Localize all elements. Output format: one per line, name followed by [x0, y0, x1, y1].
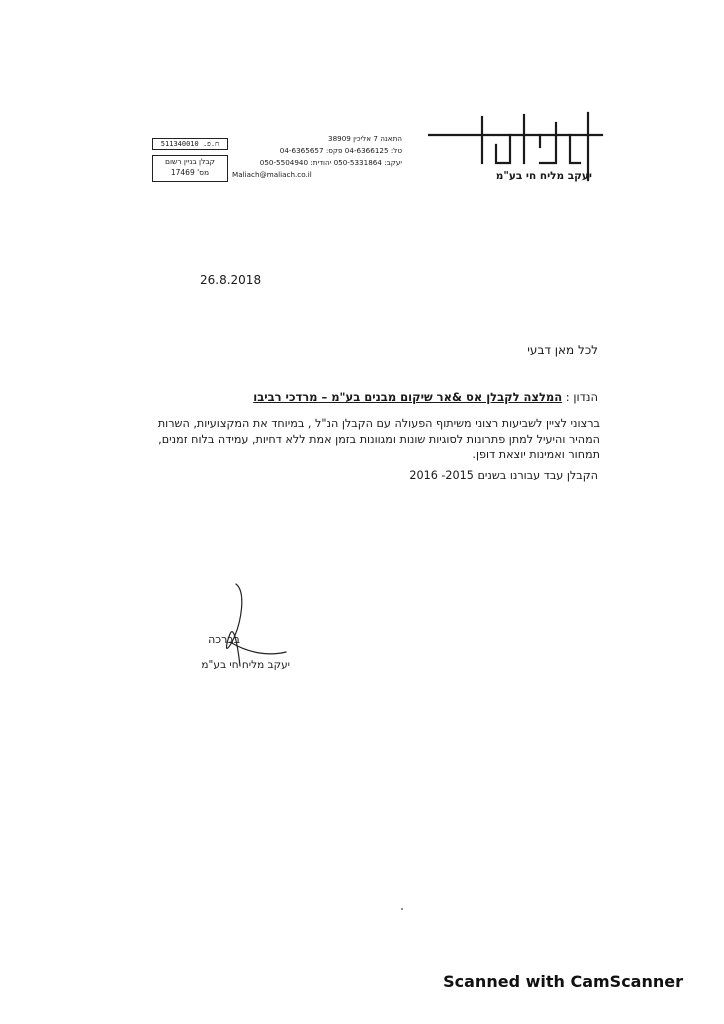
registration-number-box: ח.פ. 511340010: [152, 138, 228, 150]
body-paragraph: [157, 416, 600, 463]
scan-speck: [401, 908, 403, 910]
recipient-line: לכל מאן דבעי: [527, 343, 598, 357]
subject-text: המלצה לקבלן אס &אר שיקום מבנים בע"מ – מרדכי רביבו: [253, 390, 563, 404]
paragraph-line: המהיר והיעיל למתן פתרונות לסוגיות שונות ומגוונות בזמן אמת ללא דחיות, עמידה בלוח זמנים,: [158, 432, 600, 446]
contact-address: התאנה 7 אליכין 38909: [328, 134, 402, 143]
contractor-license-box: [152, 155, 228, 182]
contractor-label: קבלן בניין רשום: [164, 157, 216, 166]
contact-phone: טל: 04-6366125 פקס: 04-6365657: [279, 146, 402, 155]
contact-block: [232, 133, 402, 181]
letter-date: 26.8.2018: [200, 273, 262, 287]
paragraph-line: ברצוני לציין לשביעות רצוני משיתוף הפעולה עם הקבלן הנ"ל , במיוחד את המקצועיות, השרות: [157, 417, 600, 430]
closing-greeting: בברכה: [208, 633, 240, 646]
contact-email: Maliach@maliach.co.il: [232, 170, 312, 179]
paragraph-line: תמחור ואמינות יוצאת דופן.: [472, 448, 600, 461]
subject-line: [200, 390, 598, 404]
scanner-watermark: Scanned with CamScanner: [443, 972, 683, 991]
years-line: הקבלן עבד עבורנו בשנים 2015- 2016: [409, 469, 598, 482]
company-name: יעקב מליח חי בע"מ: [495, 170, 592, 182]
signer-name: יעקב מליח חי בע"מ: [201, 659, 290, 671]
contact-mobile: יעקב: 050-5331864 יהודית: 050-5504940: [259, 158, 402, 167]
contractor-number: מס' 17469: [170, 168, 210, 177]
subject-prefix: הנדון :: [565, 390, 598, 404]
